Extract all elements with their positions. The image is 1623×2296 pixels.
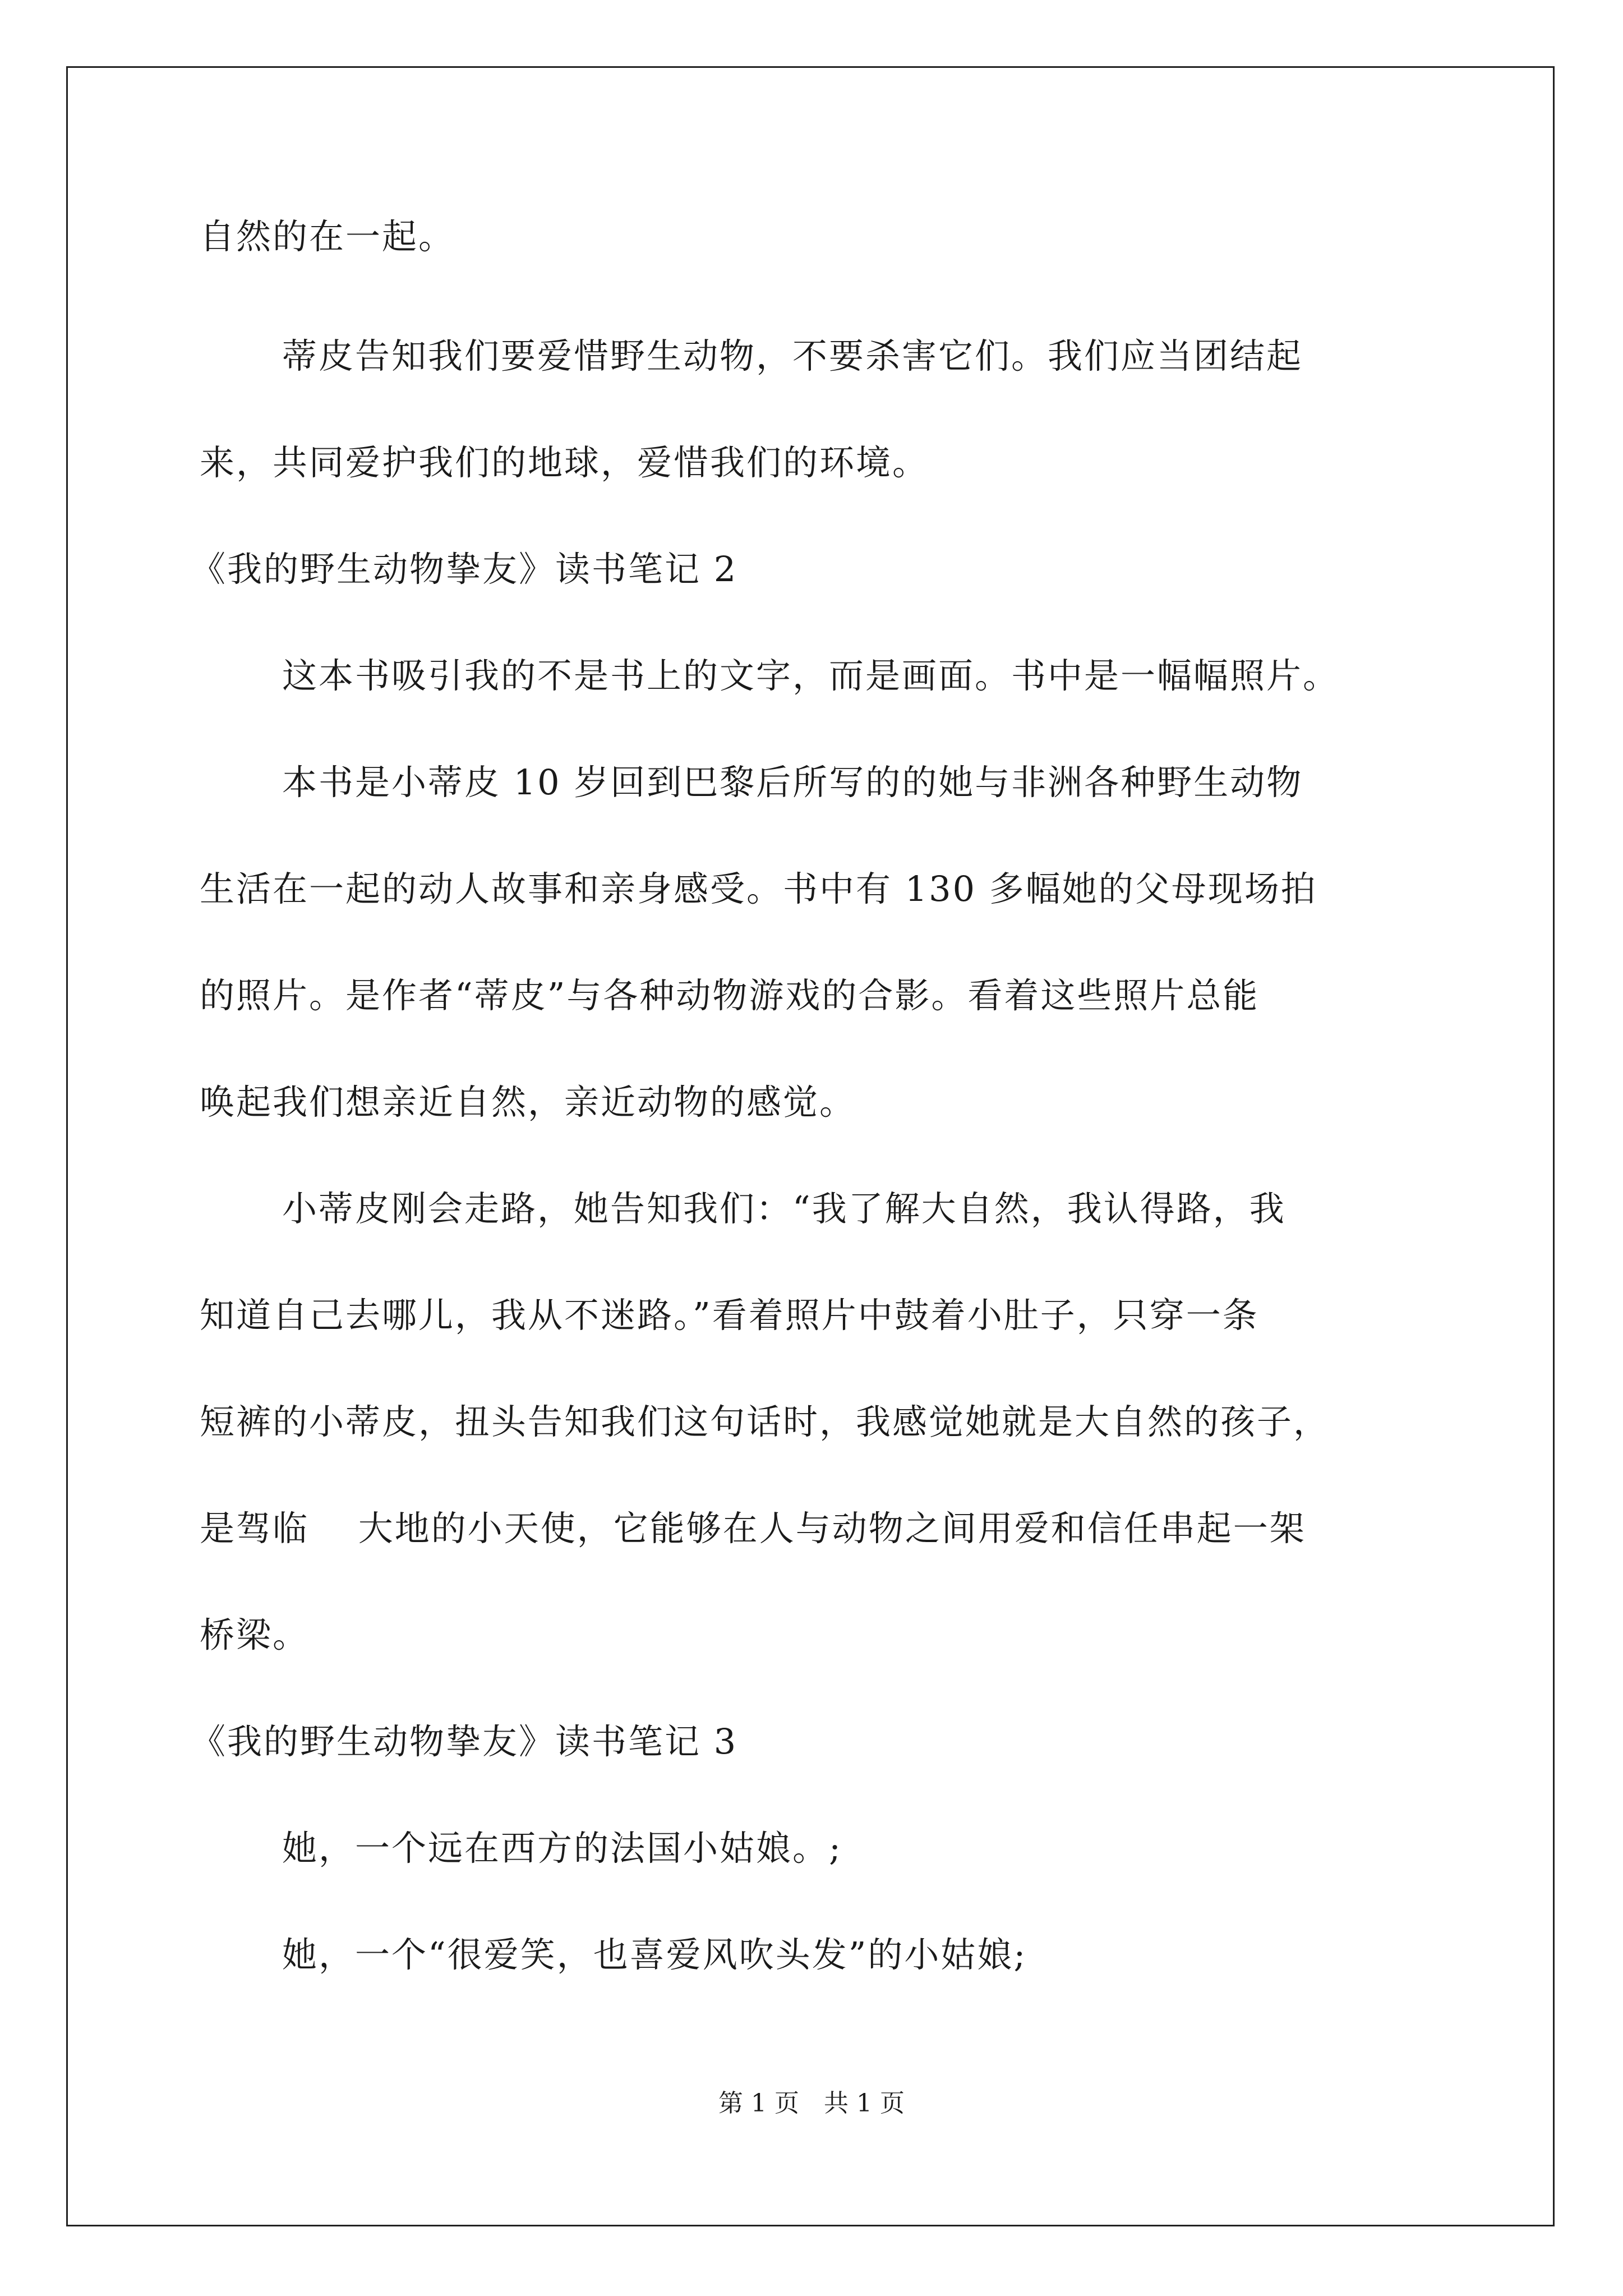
section-heading: 《我的野生动物挚友》读书笔记 2 <box>191 549 738 590</box>
body-text-line: 的照片。是作者“蒂皮”与各种动物游戏的合影。看着这些照片总能 <box>200 975 1260 1016</box>
body-text-line: 她，一个远在西方的法国小姑娘。; <box>282 1828 842 1869</box>
body-text-line: 唤起我们想亲近自然，亲近动物的感觉。 <box>200 1082 856 1122</box>
body-text-line: 这本书吸引我的不是书上的文字，而是画面。书中是一幅幅照片。 <box>282 655 1340 696</box>
section-heading: 《我的野生动物挚友》读书笔记 3 <box>191 1721 738 1762</box>
body-text-line: 生活在一起的动人故事和亲身感受。书中有 130 多幅她的父母现场拍 <box>200 868 1317 909</box>
page-footer: 第 1 页 共 1 页 <box>718 2089 905 2118</box>
body-text-line: 本书是小蒂皮 10 岁回到巴黎后所写的的她与非洲各种野生动物 <box>282 762 1303 803</box>
body-text-line: 知道自己去哪儿，我从不迷路。”看着照片中鼓着小肚子，只穿一条 <box>200 1295 1259 1336</box>
body-text-line: 她，一个“很爱笑，也喜爱风吹头发”的小姑娘; <box>282 1934 1027 1975</box>
body-text-line: 蒂皮告知我们要爱惜野生动物，不要杀害它们。我们应当团结起 <box>282 335 1303 376</box>
page-border <box>66 66 1555 2226</box>
body-text-line: 是驾临 大地的小天使，它能够在人与动物之间用爱和信任串起一架 <box>200 1508 1306 1549</box>
body-text-line: 桥梁。 <box>200 1614 310 1655</box>
body-text-line: 自然的在一起。 <box>200 216 455 257</box>
body-text-line: 小蒂皮刚会走路，她告知我们：“我了解大自然，我认得路，我 <box>282 1188 1286 1229</box>
body-text-line: 短裤的小蒂皮，扭头告知我们这句话时，我感觉她就是大自然的孩子， <box>200 1401 1330 1442</box>
body-text-line: 来，共同爱护我们的地球，爱惜我们的环境。 <box>200 442 929 483</box>
